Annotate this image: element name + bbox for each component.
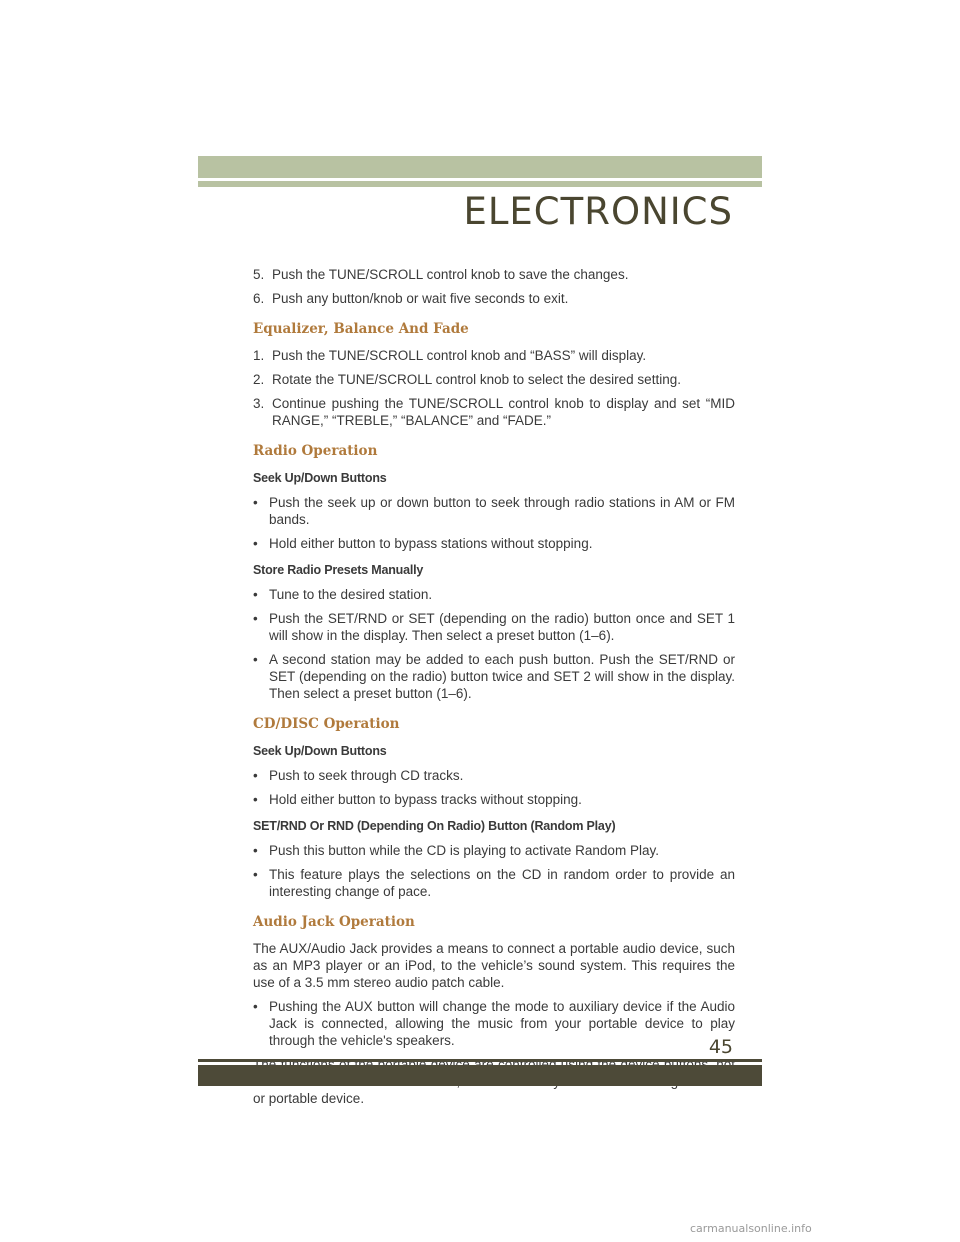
step-item: 5. Push the TUNE/SCROLL control knob to save the changes. — [253, 267, 629, 282]
bullet-item: • Pushing the AUX button will change the mode to auxiliary device if the Audio Jack is connected, allowing the music from your portable device to play through the vehicle's speakers. — [253, 999, 735, 1048]
footer-rule — [198, 1059, 762, 1062]
bullet-item: • Push to seek through CD tracks. — [253, 768, 464, 783]
subheading-seek: Seek Up/Down Buttons — [253, 744, 387, 758]
bullet-item: • This feature plays the selections on the CD in random order to provide an interesting change of pace. — [253, 867, 735, 899]
step-item: 2. Rotate the TUNE/SCROLL control knob to select the desired setting. — [253, 372, 681, 387]
step-item: 6. Push any button/knob or wait five seconds to exit. — [253, 291, 569, 306]
bullet-item: • Push the SET/RND or SET (depending on the radio) button once and SET 1 will show in the display. Then select a preset button (1–6). — [253, 611, 735, 643]
heading-radio-operation: Radio Operation — [253, 443, 378, 459]
bullet-item: • Push the seek up or down button to seek through radio stations in AM or FM bands. — [253, 495, 735, 527]
bullet-item: • A second station may be added to each push button. Push the SET/RND or SET (depending on the radio) button twice and SET 2 will show in the display. Then select a preset button (1–6). — [253, 652, 735, 701]
bullet-item: • Hold either button to bypass tracks without stopping. — [253, 792, 582, 807]
page-number: 45 — [708, 1036, 733, 1058]
bullet-item: • Tune to the desired station. — [253, 587, 433, 602]
header-rule — [198, 181, 762, 187]
subheading-store-presets: Store Radio Presets Manually — [253, 563, 424, 577]
page-content — [253, 266, 735, 1114]
subheading-seek: Seek Up/Down Buttons — [253, 471, 387, 485]
section-title: ELECTRONICS — [463, 190, 733, 233]
subheading-random-play: SET/RND Or RND (Depending On Radio) Button (Random Play) — [253, 819, 616, 833]
header-band — [198, 156, 762, 178]
bullet-item: • Hold either button to bypass stations without stopping. — [253, 536, 593, 551]
footer-band — [198, 1065, 762, 1086]
step-item: 3. Continue pushing the TUNE/SCROLL control knob to display and set “MID RANGE,” “TREBLE,” “BALANCE” and “FADE.” — [253, 396, 735, 428]
paragraph: or portable device. — [253, 1091, 365, 1106]
heading-audio-jack: Audio Jack Operation — [253, 914, 415, 930]
paragraph: The AUX/Audio Jack provides a means to connect a portable audio device, such as an MP3 player or an iPod, to the vehicle’s sound system. This requires the use of a 3.5 mm stereo audio patch cable. — [253, 941, 735, 990]
heading-cd-operation: CD/DISC Operation — [253, 716, 400, 732]
heading-equalizer: Equalizer, Balance And Fade — [253, 321, 469, 337]
watermark: carmanualsonline.info — [690, 1222, 812, 1235]
step-item: 1. Push the TUNE/SCROLL control knob and “BASS” will display. — [253, 348, 647, 363]
bullet-item: • Push this button while the CD is playing to activate Random Play. — [253, 843, 659, 858]
